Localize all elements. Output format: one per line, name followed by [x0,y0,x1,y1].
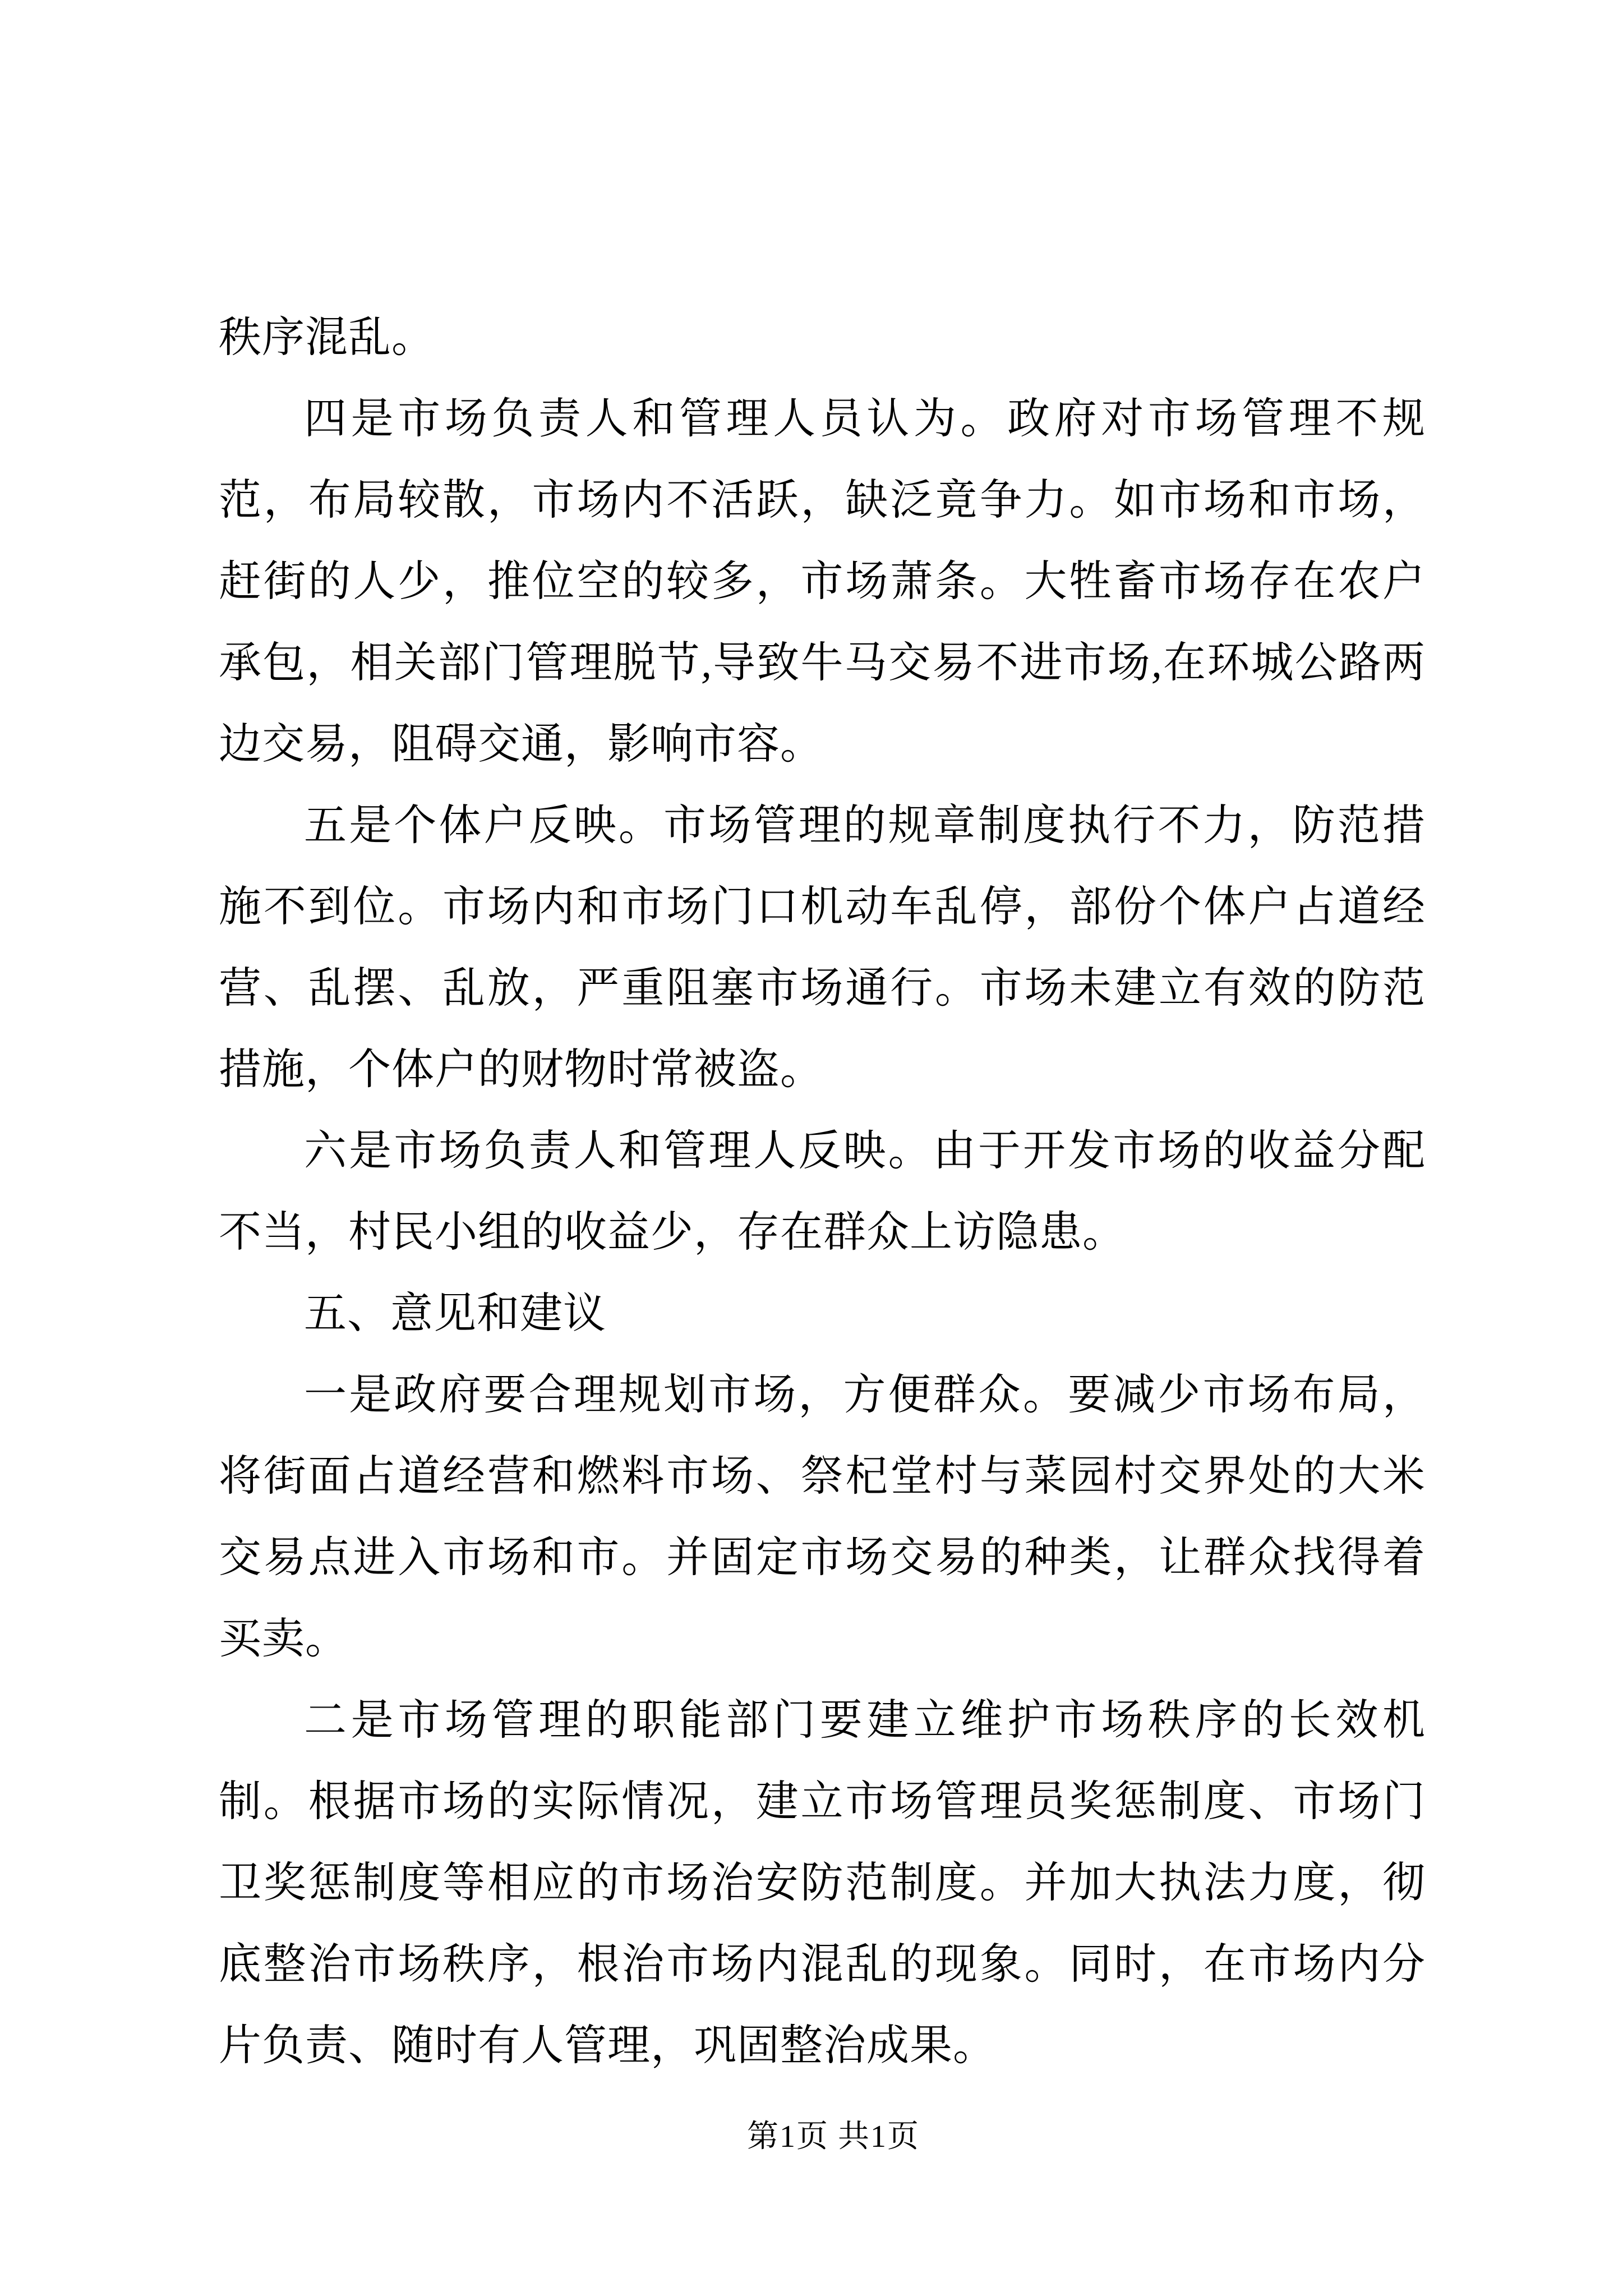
paragraph: 秩序混乱。 [219,314,435,361]
paragraph: 二是市场管理的职能部门要建立维护市场秩序的长效机制。根据市场的实际情况，建立市场管理员奖惩制度、市场门卫奖惩制度等相应的市场治安防范制度。并加大执法力度，彻底整治市场秩序，根治市场内混乱的现象。同时，在市场内分片负责、随时有人管理，巩固整治成果。 [219,1697,1426,2069]
paragraph: 五、意见和建议 [304,1290,606,1337]
paragraph: 四是市场负责人和管理人员认为。政府对市场管理不规范，布局较散，市场内不活跃，缺泛竟争力。如市场和市场，赶街的人少，推位空的较多，市场萧条。大牲畜市场存在农户承包，相关部门管理脱节,导致牛马交易不进市场,在环城公路两边交易，阻碍交通，影响市容。 [219,395,1426,768]
paragraph: 五是个体户反映。市场管理的规章制度执行不力，防范措施不到位。市场内和市场门口机动车乱停，部份个体户占道经营、乱摆、乱放，严重阻塞市场通行。市场未建立有效的防范措施，个体户的财物时常被盗。 [219,802,1426,1093]
paragraph: 六是市场负责人和管理人反映。由于开发市场的收益分配不当，村民小组的收益少，存在群众上访隐患。 [219,1128,1426,1256]
page-number-footer: 第1页 共1页 [747,2119,920,2154]
paragraph: 一是政府要合理规划市场，方便群众。要减少市场布局，将街面占道经营和燃料市场、祭杞堂村与菜园村交界处的大米交易点进入市场和市。并固定市场交易的种类，让群众找得着买卖。 [219,1372,1426,1663]
document-body-text [219,297,1426,2087]
